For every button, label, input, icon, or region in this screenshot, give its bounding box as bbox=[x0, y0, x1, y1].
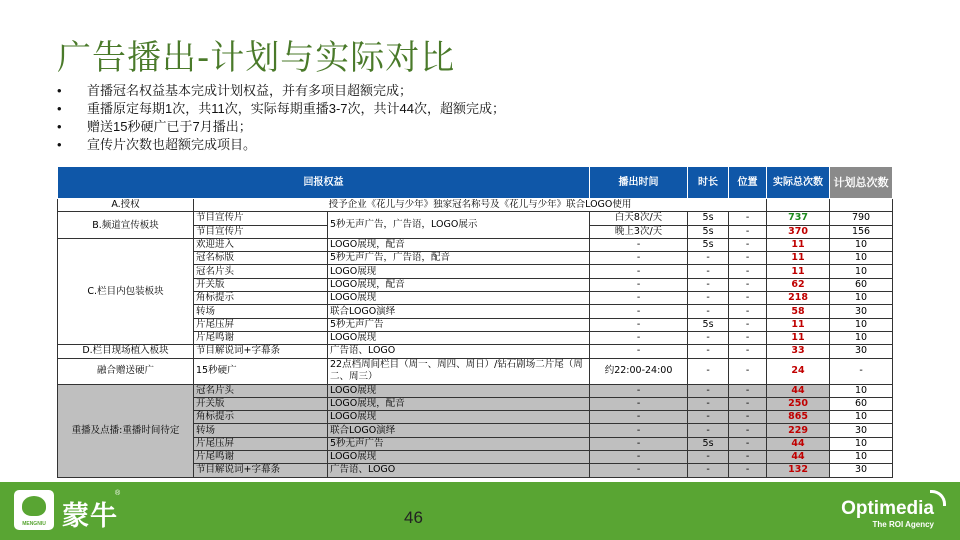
actual-count: 24 bbox=[767, 358, 830, 384]
table-row bbox=[58, 199, 893, 212]
item-name: 欢迎进入 bbox=[194, 238, 328, 251]
empty-cell bbox=[767, 199, 830, 212]
air-time: - bbox=[590, 345, 688, 358]
bullet-item: • 宣传片次数也超额完成项目。 bbox=[57, 136, 917, 154]
plan-count: 10 bbox=[830, 318, 893, 331]
header-position: 位置 bbox=[729, 167, 767, 199]
item-name: 片尾压屏 bbox=[194, 318, 328, 331]
air-time: - bbox=[590, 305, 688, 318]
duration: 5s bbox=[688, 225, 729, 238]
item-content: 广告语、LOGO bbox=[328, 345, 590, 358]
actual-count: 229 bbox=[767, 424, 830, 437]
air-time: - bbox=[590, 278, 688, 291]
header-plan: 计划总次数 bbox=[830, 167, 893, 199]
actual-count: 737 bbox=[767, 212, 830, 225]
actual-count: 132 bbox=[767, 464, 830, 477]
plan-count: 30 bbox=[830, 464, 893, 477]
bullet-item: • 赠送15秒硬广已于7月播出； bbox=[57, 118, 917, 136]
position: - bbox=[729, 212, 767, 225]
air-time: - bbox=[590, 331, 688, 344]
item-content: 5秒无声广告，广告语，LOGO展示 bbox=[328, 212, 590, 239]
position: - bbox=[729, 278, 767, 291]
optimedia-tagline: The ROI Agency bbox=[872, 520, 934, 529]
plan-count: 10 bbox=[830, 238, 893, 251]
plan-count: 30 bbox=[830, 305, 893, 318]
position: - bbox=[729, 451, 767, 464]
header-duration: 时长 bbox=[688, 167, 729, 199]
cow-icon bbox=[22, 496, 46, 516]
group-label-e: 融合赠送硬广 bbox=[58, 358, 194, 384]
item-content: LOGO展现 bbox=[328, 265, 590, 278]
bullet-item: • 重播原定每期1次，共11次，实际每期重播3-7次，共计44次，超额完成； bbox=[57, 100, 917, 118]
air-time: - bbox=[590, 292, 688, 305]
item-name: 节目解说词+字幕条 bbox=[194, 345, 328, 358]
position: - bbox=[729, 238, 767, 251]
actual-count: 44 bbox=[767, 437, 830, 450]
table-header-row bbox=[58, 167, 893, 199]
position: - bbox=[729, 424, 767, 437]
actual-count: 865 bbox=[767, 411, 830, 424]
actual-count: 58 bbox=[767, 305, 830, 318]
plan-count: 10 bbox=[830, 292, 893, 305]
item-content: LOGO展现 bbox=[328, 331, 590, 344]
duration: - bbox=[688, 292, 729, 305]
actual-count: 250 bbox=[767, 397, 830, 410]
item-content: 联合LOGO演绎 bbox=[328, 305, 590, 318]
table-row bbox=[58, 345, 893, 358]
plan-count: 156 bbox=[830, 225, 893, 238]
position: - bbox=[729, 331, 767, 344]
duration: - bbox=[688, 464, 729, 477]
plan-count: 10 bbox=[830, 384, 893, 397]
air-time: 晚上3次/天 bbox=[590, 225, 688, 238]
position: - bbox=[729, 397, 767, 410]
mengniu-logo bbox=[14, 490, 54, 530]
item-name: 片尾压屏 bbox=[194, 437, 328, 450]
header-rights: 回报权益 bbox=[58, 167, 590, 199]
item-name: 冠名片头 bbox=[194, 384, 328, 397]
header-actual: 实际总次数 bbox=[767, 167, 830, 199]
plan-count: 10 bbox=[830, 265, 893, 278]
actual-count: 33 bbox=[767, 345, 830, 358]
item-name: 转场 bbox=[194, 305, 328, 318]
group-label-a: A.授权 bbox=[58, 199, 194, 212]
actual-count: 44 bbox=[767, 451, 830, 464]
item-content: LOGO展现 bbox=[328, 384, 590, 397]
position: - bbox=[729, 305, 767, 318]
item-content: LOGO展现 bbox=[328, 411, 590, 424]
plan-count: 10 bbox=[830, 252, 893, 265]
mengniu-logo-small-text: MENGNIU bbox=[22, 521, 46, 527]
registered-mark: ® bbox=[115, 490, 121, 497]
position: - bbox=[729, 358, 767, 384]
bullet-item: • 首播冠名权益基本完成计划权益，并有多项目超额完成； bbox=[57, 82, 917, 100]
actual-count: 44 bbox=[767, 384, 830, 397]
air-time: 约22:00-24:00 bbox=[590, 358, 688, 384]
duration: - bbox=[688, 305, 729, 318]
duration: - bbox=[688, 384, 729, 397]
empty-cell bbox=[830, 199, 893, 212]
actual-count: 370 bbox=[767, 225, 830, 238]
air-time: - bbox=[590, 424, 688, 437]
plan-vs-actual-table bbox=[57, 166, 893, 478]
air-time: - bbox=[590, 384, 688, 397]
plan-count: 10 bbox=[830, 411, 893, 424]
table-row bbox=[58, 238, 893, 251]
plan-count: 60 bbox=[830, 397, 893, 410]
item-content: 广告语、LOGO bbox=[328, 464, 590, 477]
position: - bbox=[729, 384, 767, 397]
duration: - bbox=[688, 397, 729, 410]
item-name: 片尾鸣谢 bbox=[194, 451, 328, 464]
item-content: LOGO展现，配音 bbox=[328, 397, 590, 410]
bullet-list bbox=[57, 82, 917, 154]
air-time: - bbox=[590, 318, 688, 331]
plan-count: 10 bbox=[830, 437, 893, 450]
group-label-d: D.栏目现场植入板块 bbox=[58, 345, 194, 358]
slide-title: 广告播出-计划与实际对比 bbox=[57, 38, 456, 78]
duration: - bbox=[688, 252, 729, 265]
item-content: LOGO展现，配音 bbox=[328, 278, 590, 291]
position: - bbox=[729, 292, 767, 305]
item-name: 冠名片头 bbox=[194, 265, 328, 278]
actual-count: 11 bbox=[767, 265, 830, 278]
group-label-c: C.栏目内包装板块 bbox=[58, 238, 194, 344]
plan-count: 60 bbox=[830, 278, 893, 291]
duration: - bbox=[688, 411, 729, 424]
header-air-time: 播出时间 bbox=[590, 167, 688, 199]
group-label-f: 重播及点播:重播时间待定 bbox=[58, 384, 194, 477]
table-row bbox=[58, 384, 893, 397]
footer-bar bbox=[0, 482, 960, 540]
position: - bbox=[729, 464, 767, 477]
duration: - bbox=[688, 265, 729, 278]
actual-count: 218 bbox=[767, 292, 830, 305]
actual-count: 62 bbox=[767, 278, 830, 291]
air-time: - bbox=[590, 451, 688, 464]
item-name: 角标提示 bbox=[194, 292, 328, 305]
duration: - bbox=[688, 278, 729, 291]
table-row bbox=[58, 358, 893, 384]
item-name: 开关版 bbox=[194, 397, 328, 410]
duration: - bbox=[688, 345, 729, 358]
mengniu-wordmark: 蒙牛 bbox=[62, 501, 118, 532]
plan-count: 30 bbox=[830, 424, 893, 437]
actual-count: 11 bbox=[767, 238, 830, 251]
plan-count: 790 bbox=[830, 212, 893, 225]
group-label-b: B.频道宣传板块 bbox=[58, 212, 194, 239]
item-name: 节目解说词+字幕条 bbox=[194, 464, 328, 477]
duration: - bbox=[688, 358, 729, 384]
duration: 5s bbox=[688, 318, 729, 331]
item-content: 5秒无声广告，广告语，配音 bbox=[328, 252, 590, 265]
position: - bbox=[729, 252, 767, 265]
duration: - bbox=[688, 331, 729, 344]
authorization-desc: 授予企业《花儿与少年》独家冠名称号及《花儿与少年》联合LOGO使用 bbox=[194, 199, 767, 212]
actual-count: 11 bbox=[767, 331, 830, 344]
position: - bbox=[729, 318, 767, 331]
position: - bbox=[729, 265, 767, 278]
air-time: - bbox=[590, 265, 688, 278]
page-number: 46 bbox=[404, 508, 423, 527]
position: - bbox=[729, 437, 767, 450]
item-name: 片尾鸣谢 bbox=[194, 331, 328, 344]
air-time: - bbox=[590, 238, 688, 251]
item-content: LOGO展现 bbox=[328, 451, 590, 464]
item-name: 冠名标版 bbox=[194, 252, 328, 265]
item-name: 节目宣传片 bbox=[194, 225, 328, 238]
plan-count: 10 bbox=[830, 451, 893, 464]
air-time: - bbox=[590, 437, 688, 450]
table-row bbox=[58, 212, 893, 225]
item-content: 5秒无声广告 bbox=[328, 437, 590, 450]
air-time: 白天8次/天 bbox=[590, 212, 688, 225]
item-name: 转场 bbox=[194, 424, 328, 437]
item-name: 节目宣传片 bbox=[194, 212, 328, 225]
plan-count: 10 bbox=[830, 331, 893, 344]
plan-count: 30 bbox=[830, 345, 893, 358]
position: - bbox=[729, 225, 767, 238]
air-time: - bbox=[590, 411, 688, 424]
item-content: 22点档周间栏目（周一、周四、周日）/钻石剧场二片尾（周二、周三） bbox=[328, 358, 590, 384]
item-content: 5秒无声广告 bbox=[328, 318, 590, 331]
duration: 5s bbox=[688, 238, 729, 251]
item-content: LOGO展现，配音 bbox=[328, 238, 590, 251]
item-content: 联合LOGO演绎 bbox=[328, 424, 590, 437]
duration: - bbox=[688, 424, 729, 437]
optimedia-wordmark: Optimedia bbox=[841, 498, 934, 519]
item-name: 角标提示 bbox=[194, 411, 328, 424]
position: - bbox=[729, 345, 767, 358]
position: - bbox=[729, 411, 767, 424]
duration: - bbox=[688, 451, 729, 464]
item-name: 开关版 bbox=[194, 278, 328, 291]
duration: 5s bbox=[688, 437, 729, 450]
item-name: 15秒硬广 bbox=[194, 358, 328, 384]
item-content: LOGO展现 bbox=[328, 292, 590, 305]
air-time: - bbox=[590, 464, 688, 477]
plan-count: - bbox=[830, 358, 893, 384]
air-time: - bbox=[590, 397, 688, 410]
actual-count: 11 bbox=[767, 318, 830, 331]
air-time: - bbox=[590, 252, 688, 265]
duration: 5s bbox=[688, 212, 729, 225]
actual-count: 11 bbox=[767, 252, 830, 265]
